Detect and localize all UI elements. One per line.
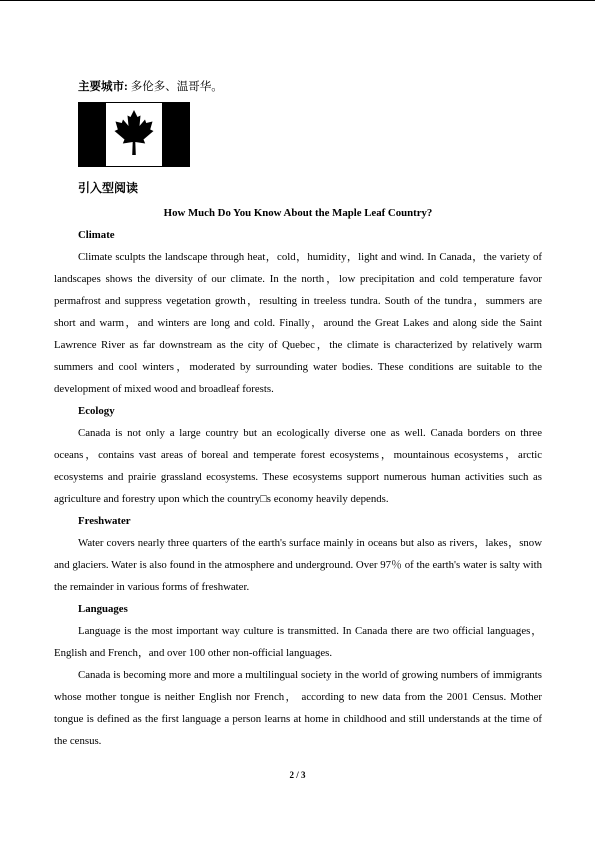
section-heading-languages: Languages: [78, 603, 128, 615]
flag-right-band: [162, 103, 189, 166]
languages-paragraph-2: Canada is becoming more and more a multilingual society in the world of growing numbers of immigrants whose mother tongue is neither English nor French， according to new data from the 2001 Census. Mother tongue is defined as the first language a person learns at home in childhood and still understands at the time of the census.: [54, 669, 542, 747]
flag-left-band: [79, 103, 106, 166]
languages-paragraph-1: Language is the most important way culture is transmitted. In Canada there are two official languages，English and French，and over 100 other non-official languages.: [54, 625, 542, 659]
page-number: 2 / 3: [289, 770, 306, 780]
section-heading-freshwater: Freshwater: [78, 515, 131, 527]
main-cities-value: 多伦多、温哥华。: [127, 81, 223, 93]
intro-reading-heading: 引入型阅读: [78, 181, 139, 195]
climate-paragraph: Climate sculpts the landscape through heat，cold，humidity，light and wind. In Canada，the variety of landscapes shows the diversity of our climate. In the north，low precipitation and cold temperature favor permafrost and suppress vegetation growth，resulting in treeless tundra. South of the tundra，summers are short and warm，and winters are long and cold. Finally，around the Great Lakes and along side the Saint Lawrence River as far downstream as the city of Quebec，the climate is characterized by relatively warm summers and cool winters，moderated by surrounding water bodies. These conditions are suitable to the development of mixed wood and broadleaf forests.: [54, 251, 542, 395]
ecology-paragraph: Canada is not only a large country but an ecologically diverse one as well. Canada borders on three oceans，contains vast areas of boreal and temperate forest ecosystems，mountainous ecosystems，arctic ecosystems and prairie grassland ecosystems. These ecosystems support numerous human activities such as agriculture and forestry upon which the country□s economy heavily depends.: [54, 427, 542, 505]
maple-leaf-icon: [112, 109, 156, 161]
page-top-border: [0, 0, 595, 1]
section-heading-climate: Climate: [78, 229, 115, 241]
freshwater-paragraph: Water covers nearly three quarters of the earth's surface mainly in oceans but also as rivers，lakes，snow and glaciers. Water is also found in the atmosphere and underground. Over 97％ of the earth's water is salty with the remainder in various forms of freshwater.: [54, 537, 542, 593]
article: [54, 202, 542, 752]
article-title: How Much Do You Know About the Maple Leaf Country?: [163, 207, 433, 219]
main-cities-label: 主要城市:: [78, 81, 128, 93]
main-cities-line: [78, 78, 223, 96]
section-heading-ecology: Ecology: [78, 405, 115, 417]
canada-flag-image: [78, 102, 190, 167]
